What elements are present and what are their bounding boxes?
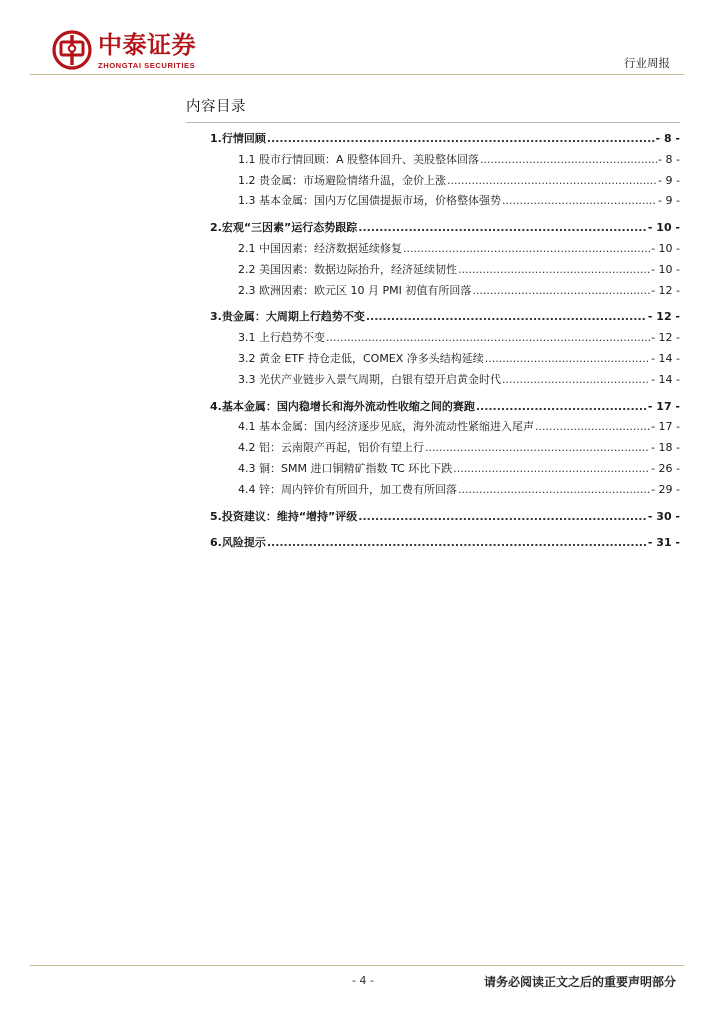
toc-entry-label: 2.1 中国因素：经济数据延续修复 — [238, 241, 402, 255]
toc-section-entry[interactable] — [210, 507, 680, 528]
toc-dot-leader — [453, 459, 650, 480]
toc-entry-page: - 8 - — [655, 132, 680, 145]
toc-subsection-entry[interactable] — [210, 150, 680, 171]
toc-dot-leader — [502, 370, 650, 391]
toc-dot-leader — [535, 417, 650, 438]
logo-chinese-name: 中泰证券 — [98, 31, 196, 59]
toc-entry-label: 4.4 锌：周内锌价有所回升，加工费有所回落 — [238, 482, 457, 496]
toc-dot-leader — [476, 397, 647, 418]
table-of-contents — [210, 129, 680, 554]
toc-entry-label: 6.风险提示 — [210, 536, 266, 550]
toc-section-entry[interactable] — [210, 397, 680, 418]
toc-entry-label: 1.2 贵金属：市场避险情绪升温，金价上涨 — [238, 173, 446, 187]
toc-entry-label: 2.2 美国因素：数据边际抬升，经济延续韧性 — [238, 262, 457, 276]
toc-entry-page: - 14 - — [651, 351, 680, 365]
toc-entry-page: - 31 - — [647, 536, 680, 550]
toc-dot-leader — [480, 150, 657, 171]
disclaimer-text: 请务必阅读正文之后的重要声明部分 — [483, 975, 676, 989]
toc-entry-label: 1.3 基本金属：国内万亿国债提振市场，价格整体强势 — [238, 194, 501, 208]
toc-entry-page: - 12 - — [651, 331, 680, 345]
toc-entry-page: - 17 - — [651, 420, 680, 434]
toc-entry-page: - 30 - — [647, 509, 680, 523]
report-type-label: 行业周报 — [624, 56, 670, 70]
toc-section-entry[interactable] — [210, 533, 680, 554]
toc-subsection-entry[interactable] — [210, 480, 680, 501]
toc-subsection-entry[interactable] — [210, 349, 680, 370]
toc-subsection-entry[interactable] — [210, 328, 680, 349]
toc-entry-page: - 14 - — [651, 372, 680, 386]
toc-title: 内容目录 — [186, 99, 246, 115]
toc-entry-page: - 17 - — [647, 399, 680, 413]
toc-dot-leader — [267, 533, 647, 554]
toc-entry-page: - 10 - — [651, 241, 680, 255]
toc-entry-label: 1.1 股市行情回顾：A 股整体回升、美股整体回落 — [238, 152, 480, 166]
toc-entry-page: - 12 - — [647, 310, 680, 324]
toc-entry-page: - 10 - — [651, 262, 680, 276]
toc-dot-leader — [425, 438, 650, 459]
toc-entry-label: 3.1 上行趋势不变 — [238, 331, 325, 345]
footer-divider — [30, 965, 684, 966]
toc-dot-leader — [458, 260, 650, 281]
toc-subsection-entry[interactable] — [210, 459, 680, 480]
toc-entry-page: - 9 - — [658, 194, 680, 208]
toc-entry-page: - 8 - — [658, 152, 680, 166]
toc-subsection-entry[interactable] — [210, 239, 680, 260]
toc-subsection-entry[interactable] — [210, 191, 680, 212]
toc-entry-label: 3.2 黄金 ETF 持仓走低，COMEX 净多头结构延续 — [238, 351, 484, 365]
toc-entry-label: 1.行情回顾 — [210, 132, 266, 145]
company-logo — [52, 28, 222, 76]
toc-entry-label: 4.3 铜：SMM 进口铜精矿指数 TC 环比下跌 — [238, 461, 453, 475]
toc-dot-leader — [485, 349, 650, 370]
toc-dot-leader — [366, 307, 647, 328]
toc-subsection-entry[interactable] — [210, 438, 680, 459]
toc-dot-leader — [358, 218, 647, 239]
logo-english-name: ZHONGTAI SECURITIES — [98, 61, 196, 70]
toc-subsection-entry[interactable] — [210, 370, 680, 391]
toc-entry-page: - 29 - — [651, 482, 680, 496]
toc-entry-label: 3.3 光伏产业链步入景气周期，白银有望开启黄金时代 — [238, 372, 501, 386]
toc-dot-leader — [326, 328, 650, 349]
toc-entry-label: 3.贵金属：大周期上行趋势不变 — [210, 310, 365, 324]
toc-dot-leader — [358, 507, 647, 528]
toc-subsection-entry[interactable] — [210, 260, 680, 281]
toc-entry-label: 4.2 铝：云南限产再起，铝价有望上行 — [238, 441, 424, 455]
toc-entry-label: 5.投资建议：维持“增持”评级 — [210, 509, 358, 523]
header-divider — [30, 74, 684, 75]
toc-dot-leader — [403, 239, 650, 260]
toc-entry-label: 2.3 欧洲因素：欧元区 10 月 PMI 初值有所回落 — [238, 283, 472, 297]
toc-section-entry[interactable] — [210, 218, 680, 239]
toc-entry-page: - 18 - — [651, 441, 680, 455]
zhongtai-logo-icon — [52, 30, 92, 70]
toc-entry-page: - 26 - — [651, 461, 680, 475]
toc-entry-page: - 10 - — [647, 221, 680, 235]
toc-dot-leader — [447, 171, 657, 192]
toc-entry-label: 2.宏观“三因素”运行态势跟踪 — [210, 221, 358, 235]
toc-entry-label: 4.基本金属：国内稳增长和海外流动性收缩之间的赛跑 — [210, 399, 475, 413]
toc-entry-label: 4.1 基本金属：国内经济逐步见底，海外流动性紧缩进入尾声 — [238, 420, 534, 434]
toc-dot-leader — [267, 129, 655, 150]
toc-title-rule — [186, 122, 680, 123]
toc-section-entry[interactable] — [210, 129, 680, 150]
toc-section-entry[interactable] — [210, 307, 680, 328]
toc-dot-leader — [502, 191, 657, 212]
page-number: - 4 - — [352, 974, 374, 987]
toc-subsection-entry[interactable] — [210, 281, 680, 302]
toc-dot-leader — [472, 281, 650, 302]
toc-entry-page: - 9 - — [658, 173, 680, 187]
toc-subsection-entry[interactable] — [210, 171, 680, 192]
toc-subsection-entry[interactable] — [210, 417, 680, 438]
toc-entry-page: - 12 - — [651, 283, 680, 297]
toc-dot-leader — [458, 480, 650, 501]
